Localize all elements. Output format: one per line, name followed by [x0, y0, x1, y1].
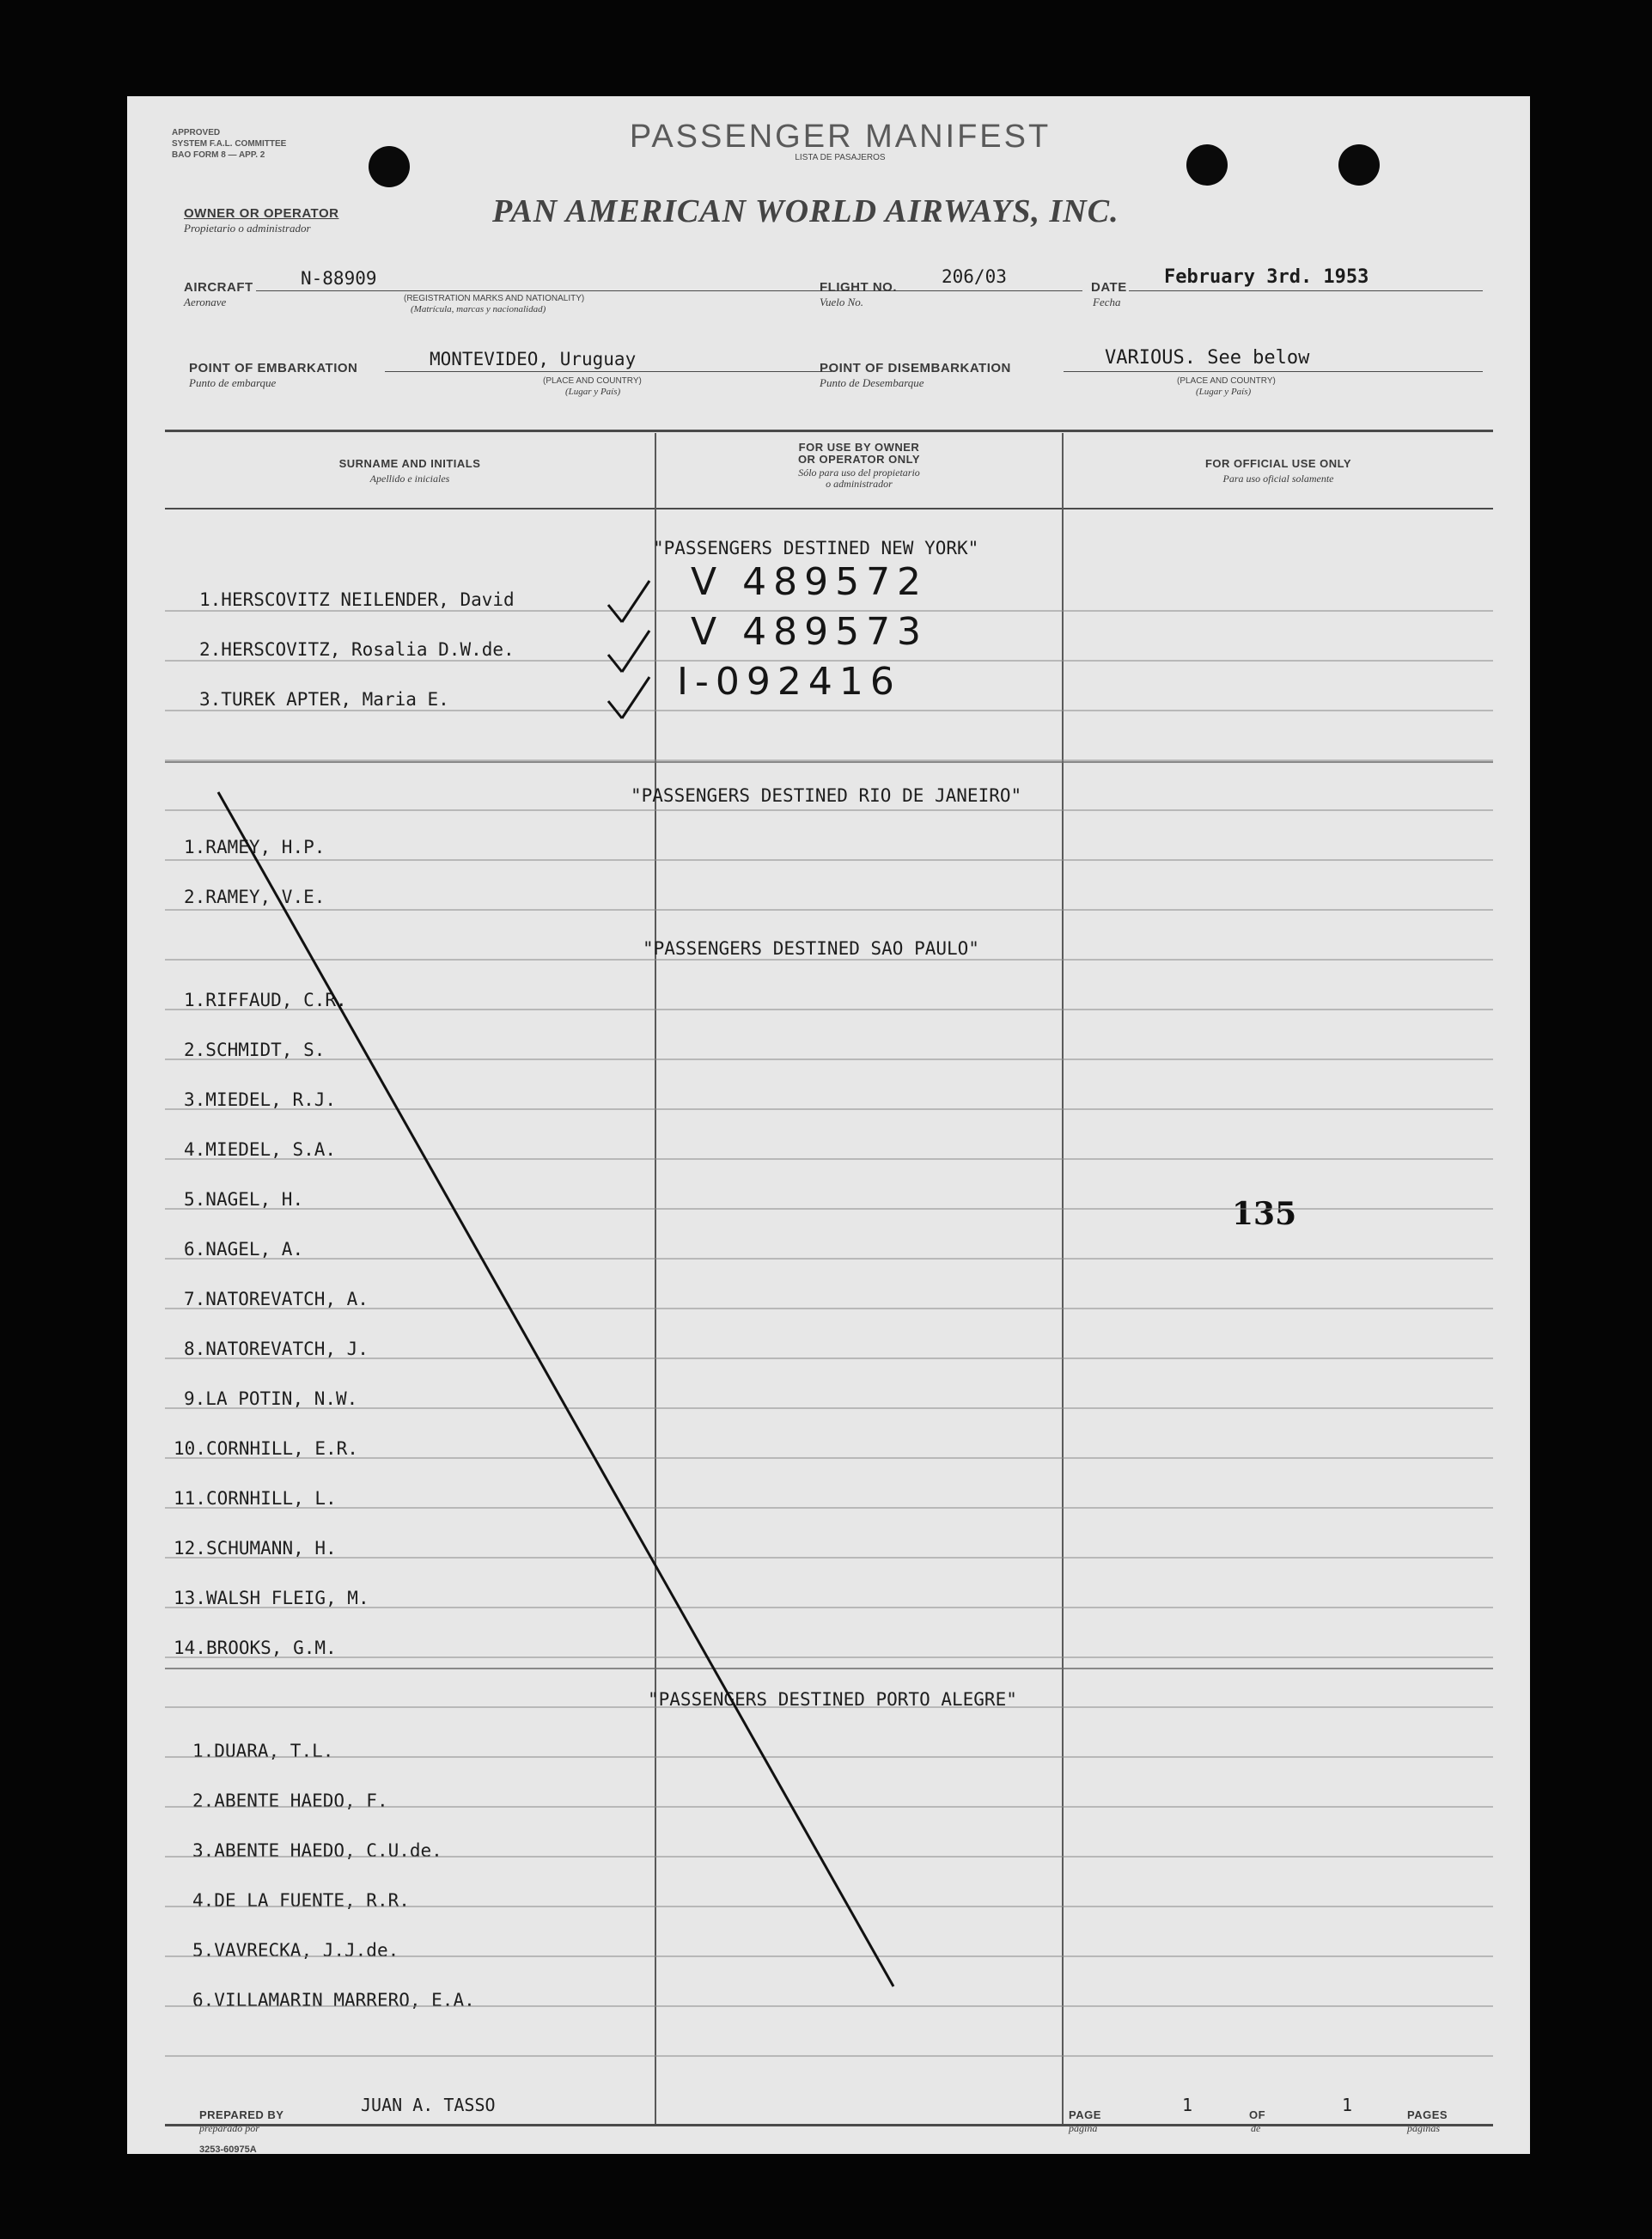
approval-line: APPROVED	[172, 128, 221, 137]
passenger-name: WALSH FLEIG, M.	[205, 1588, 369, 1608]
passenger-name: RIFFAUD, C.R.	[205, 990, 347, 1010]
row-number: 7.	[184, 1289, 206, 1309]
passenger-name: BROOKS, G.M.	[205, 1638, 337, 1658]
col-surname-header-es: Apellido e iniciales	[369, 473, 450, 485]
pages-label: PAGES	[1407, 2108, 1448, 2121]
page-title-es: LISTA DE PASAJEROS	[795, 153, 886, 162]
row-number: 4.	[184, 1139, 206, 1160]
handwritten-visa-number: V 489573	[691, 610, 929, 654]
disembarkation-label-es: Punto de Desembarque	[820, 376, 924, 389]
date-label-es: Fecha	[1093, 296, 1121, 308]
col-operator-header-line: OR OPERATOR ONLY	[797, 453, 921, 466]
passenger-name: RAMEY, V.E.	[205, 887, 326, 907]
row-number: 9.	[184, 1388, 206, 1409]
place-note-es: (Lugar y País)	[565, 387, 621, 397]
passenger-name: CORNHILL, L.	[205, 1488, 337, 1509]
row-number: 1.	[199, 589, 222, 610]
table-bottom-rule	[165, 2124, 1493, 2126]
check-mark	[608, 701, 622, 718]
page-title: PASSENGER MANIFEST	[629, 119, 1052, 155]
row-number: 2.	[199, 639, 222, 660]
aircraft-label: AIRCRAFT	[184, 280, 253, 295]
passenger-name: NATOREVATCH, J.	[205, 1339, 369, 1359]
embarkation-value: MONTEVIDEO, Uruguay	[430, 349, 637, 369]
check-mark	[608, 605, 622, 622]
place-note-es: (Lugar y País)	[1196, 387, 1252, 397]
row-number: 2.	[184, 887, 206, 907]
disembarkation-label: POINT OF DISEMBARKATION	[820, 361, 1011, 375]
row-number: 2.	[192, 1791, 215, 1811]
passenger-name: NAGEL, H.	[205, 1189, 304, 1210]
embarkation-label: POINT OF EMBARKATION	[189, 361, 358, 375]
row-number: 13.	[174, 1588, 206, 1608]
passenger-name: HERSCOVITZ, Rosalia D.W.de.	[221, 639, 515, 660]
col-official-header: FOR OFFICIAL USE ONLY	[1204, 457, 1352, 470]
col-operator-header-line: FOR USE BY OWNER	[798, 441, 920, 454]
passenger-name: DE LA FUENTE, R.R.	[214, 1890, 410, 1911]
passenger-name: NATOREVATCH, A.	[205, 1289, 369, 1309]
passenger-name: ABENTE HAEDO, F.	[214, 1791, 388, 1811]
stamp-number: 135	[1232, 1196, 1297, 1232]
passenger-name: NAGEL, A.	[205, 1239, 304, 1260]
row-number: 6.	[192, 1990, 215, 2010]
page-label: PAGE	[1069, 2108, 1101, 2121]
row-number: 1.	[184, 990, 206, 1010]
prepared-label-es: preparado por	[199, 2122, 259, 2134]
row-number: 1.	[184, 837, 206, 857]
col-operator-header-es-line: Sólo para uso del propietario	[798, 467, 920, 479]
approval-line: SYSTEM F.A.L. COMMITTEE	[172, 139, 287, 149]
row-number: 5.	[192, 1940, 215, 1961]
passenger-name: VILLAMARIN MARRERO, E.A.	[214, 1990, 475, 2010]
flight-label-es: Vuelo No.	[820, 296, 864, 308]
row-number: 2.	[184, 1040, 206, 1060]
row-number: 10.	[174, 1438, 206, 1459]
prepared-label: PREPARED BY	[199, 2108, 284, 2121]
pages-label-es: páginas	[1407, 2122, 1441, 2134]
check-mark	[622, 631, 649, 672]
aircraft-label-es: Aeronave	[184, 296, 227, 308]
passenger-name: SCHMIDT, S.	[205, 1040, 326, 1060]
row-number: 3.	[184, 1089, 206, 1110]
row-number: 1.	[192, 1741, 215, 1761]
row-number: 8.	[184, 1339, 206, 1359]
handwritten-visa-number: I-092416	[677, 660, 901, 704]
place-note: (PLACE AND COUNTRY)	[543, 376, 642, 386]
row-number: 12.	[174, 1538, 206, 1559]
of-value: 1	[1342, 2095, 1353, 2115]
aircraft-value: N-88909	[301, 268, 377, 289]
row-number: 11.	[174, 1488, 206, 1509]
check-mark	[622, 581, 649, 622]
approval-line: BAO FORM 8 — APP. 2	[172, 150, 265, 160]
owner-label: OWNER OR OPERATOR	[184, 206, 339, 221]
form-code: 3253-60975A	[199, 2144, 257, 2155]
date-value: February 3rd. 1953	[1164, 266, 1369, 288]
row-number: 4.	[192, 1890, 215, 1911]
row-number: 6.	[184, 1239, 206, 1260]
ruling-overlay	[127, 96, 1530, 2154]
passenger-name: SCHUMANN, H.	[205, 1538, 337, 1559]
passenger-name: HERSCOVITZ NEILENDER, David	[221, 589, 515, 610]
embarkation-label-es: Punto de embarque	[189, 376, 277, 389]
section-heading: "PASSENGERS DESTINED PORTO ALEGRE"	[648, 1689, 1017, 1710]
check-mark	[608, 655, 622, 672]
disembarkation-value: VARIOUS. See below	[1105, 347, 1310, 369]
passenger-name: TUREK APTER, Maria E.	[221, 689, 449, 710]
handwritten-visa-number: V 489572	[691, 560, 929, 604]
place-note: (PLACE AND COUNTRY)	[1177, 376, 1276, 386]
registration-note-es: (Matrícula, marcas y nacionalidad)	[411, 304, 546, 314]
passenger-name: VAVRECKA, J.J.de.	[214, 1940, 399, 1961]
passenger-name: DUARA, T.L.	[214, 1741, 334, 1761]
passenger-name: LA POTIN, N.W.	[205, 1388, 358, 1409]
section-heading: "PASSENGERS DESTINED SAO PAULO"	[643, 938, 979, 959]
flight-value: 206/03	[942, 266, 1007, 287]
row-number: 3.	[199, 689, 222, 710]
of-label: OF	[1249, 2108, 1266, 2121]
prepared-value: JUAN A. TASSO	[361, 2095, 496, 2115]
col-surname-header: SURNAME AND INITIALS	[338, 457, 481, 470]
manifest-sheet	[127, 96, 1530, 2154]
owner-value: PAN AMERICAN WORLD AIRWAYS, INC.	[492, 193, 1119, 229]
owner-label-es: Propietario o administrador	[184, 222, 311, 235]
date-label: DATE	[1091, 280, 1127, 295]
passenger-name: ABENTE HAEDO, C.U.de.	[214, 1840, 442, 1861]
passenger-name: MIEDEL, R.J.	[205, 1089, 337, 1110]
registration-note: (REGISTRATION MARKS AND NATIONALITY)	[404, 294, 585, 303]
col-official-header-es: Para uso oficial solamente	[1222, 473, 1334, 485]
page-label-es: página	[1069, 2122, 1098, 2134]
col-operator-header-es-line: o administrador	[826, 478, 893, 490]
passenger-name: RAMEY, H.P.	[205, 837, 326, 857]
flight-label: FLIGHT NO.	[820, 280, 897, 295]
passenger-name: CORNHILL, E.R.	[205, 1438, 358, 1459]
passenger-name: MIEDEL, S.A.	[205, 1139, 337, 1160]
row-number: 14.	[174, 1638, 206, 1658]
page-value: 1	[1182, 2095, 1193, 2115]
check-mark	[622, 677, 649, 718]
of-label-es: de	[1251, 2122, 1261, 2134]
section-heading: "PASSENGERS DESTINED RIO DE JANEIRO"	[631, 785, 1022, 806]
row-number: 3.	[192, 1840, 215, 1861]
row-number: 5.	[184, 1189, 206, 1210]
section-heading: "PASSENGERS DESTINED NEW YORK"	[653, 538, 979, 558]
